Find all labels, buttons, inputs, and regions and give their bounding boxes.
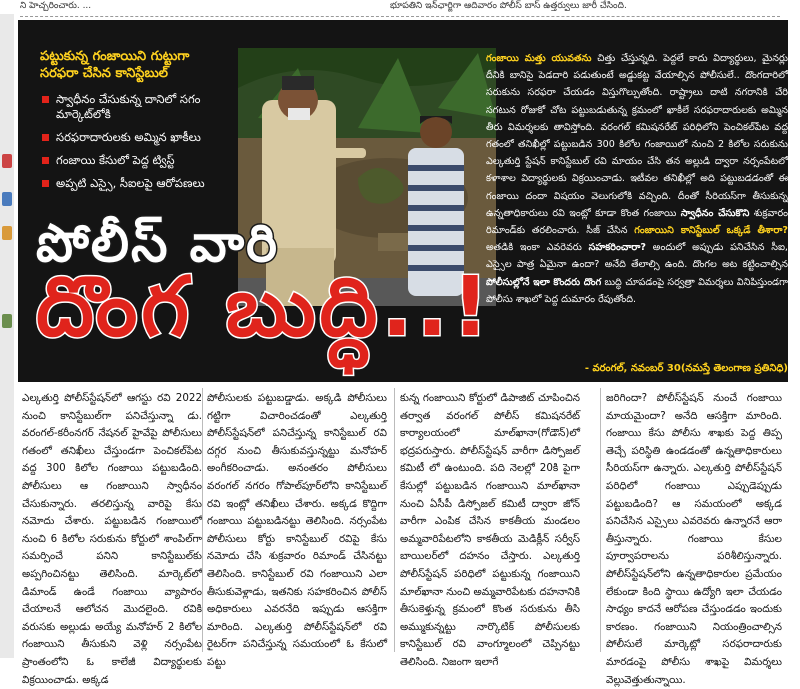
lead-highlight-1: గంజాయి మత్తు యువతను xyxy=(486,53,592,64)
article-column-1: ఎల్కతుర్తి పోలీస్‌స్టేషన్‌లో ఆగస్టు రవి 2022 నుంచి కానిస్టేబుల్‌గా పనిచేస్తున్నా డు. వరంగల్-కరీంనగర్ నేషనల్ హైవేపై పోలీసులు గతంలో తనిఖీలు చేస్తుండగా పెంచికల్‌పేట వద్ద 300 కిలోల గంజాయి పట్టుబడింది. పోలీసులు ఆ గంజాయిని స్వాధీనం చేసుకున్నారు. తరలిస్తున్న వారిపై కేసు నమోదు చేశారు. పట్టుబడిన గంజాయిలో నుంచి 6 కిలోల సరుకును కోర్టులో శాంపిల్‌గా సమర్పించే పనిని కానిస్టేబుల్‌కు అప్పగించినట్టు తెలిసింది. మార్కెట్‌లో డిమాండ్ ఉండే గంజాయి వ్యాపారం చేయాలనే ఆలోచన మొదలైంది. రవికి వరుసకు అల్లుడు అయ్యే మనోహర్ 2 కిలోల గంజాయిని తీసుకుని వెళ్లి నర్సంపేట ప్రాంతంలోని ఓ కాలేజీ విద్యార్థులకు విక్రయించాడు. అక్కడ xyxy=(22,392,202,686)
edge-photo-1 xyxy=(2,154,12,168)
lead-paragraph xyxy=(486,50,788,308)
top-divider xyxy=(20,16,780,17)
edge-photo-4 xyxy=(2,314,12,328)
lead-highlight-5: పోలీసుల్లోనే ఇలా కొందరు దొంగ xyxy=(486,276,602,288)
lead-text-3: అతడికి ఇంకా ఎవరెవరు xyxy=(486,242,582,254)
article-column-2: పోలీసులకు పట్టుబడ్డాడు. అక్కడి పోలీసులు గట్టిగా విచారించడంతో ఎల్కతుర్తి పోలీస్‌స్టేషన్‌లో పనిచేస్తున్న కానిస్టేబుల్ రవి దగ్గర నుంచి తీసుకువస్తున్నట్టు మనోహర్ అంగీకరించాడు. అనంతరం పోలీసులు వరంగల్ నగరం గోపాల్‌పూర్‌లోని కానిస్టేబుల్ రవి ఇంట్లో తనిఖీలు చేశారు. అక్కడ కొద్దిగా గంజాయి పట్టుబడినట్టు తెలిసింది. నర్సంపేట పోలీసులు కోర్టు కానిస్టేబుల్ రవిపై కేసు నమోదు చేసి శుక్రవారం రిమాండ్ చేసినట్టు తెలిసింది. కానిస్టేబుల్ రవి గంజాయిని ఎలా తీసుకువెళ్లాడు, ఇతనికు సహకరించిన పోలీస్ అధికారులు ఎవరనేది ఇప్పుడు ఆసక్తిగా మారింది. ఎల్కతుర్తి పోలీస్‌స్టేషన్‌లో రవి రైటర్‌గా పనిచేస్తున్న సమయంలో ఓ కేసులో పట్టు xyxy=(207,392,387,668)
lead-highlight-4: సహకరించారా? xyxy=(588,242,646,254)
top-strip xyxy=(0,0,800,14)
highlight-item: అప్పటి ఎస్సై, సీఐలపై ఆరోపణలు xyxy=(40,176,230,191)
highlight-item: సరఫరాదారులకు అమ్మిన ఖాకీలు xyxy=(40,130,230,145)
article-column-4: జరిగిందా? పోలీస్‌స్టేషన్ నుంచే గంజాయి మాయమైందా? అనేది ఆసక్తిగా మారింది. గంజాయి కేసు పోలీసు శాఖకు పెద్ద తిప్ప తెచ్చే పరిస్థితి ఉండడంతో ఉన్నతాధికారులు సీరియస్‌గా ఉన్నారు. ఎల్కతుర్తి పోలీస్‌స్టేషన్ పరిధిలో గంజాయి ఎప్పుడెప్పుడు పట్టుబడింది? ఆ సమయంలో అక్కడ పనిచేసిన ఎస్సైలు ఎవరెవరు ఉన్నారనే ఆరా తీస్తున్నారు. గంజాయి కేసుల పూర్వాపరాలను పరిశీలిస్తున్నారు. పోలీస్‌స్టేషన్‌లోని ఉన్నతాధికారుల ప్రమేయం లేకుండా కింది స్థాయి ఉద్యోగి ఇలా చేయడం సాధ్యం కాదనే ఆరోపణ చేస్తుండడం ఇందుకు కారణం. గంజాయిని నియంత్రించాల్సిన పోలీసులే మార్కెట్లో సరఫరాదారుకు మారడంపై పోలీసు శాఖపై విమర్శలు వెల్లువెత్తుతున్నాయి. xyxy=(606,392,782,686)
lead-text-2: శుక్రవారం రిమాండ్‌కు తరలించారు. సీజ్ చేసిన xyxy=(486,207,788,237)
article-column-3: కున్న గంజాయిని కోర్టులో డిపాజిట్ చూపించిన తర్వాత వరంగల్ పోలీస్ కమిషనరేట్ కార్యాలయంలో మాల్‌ఖానా(గోడౌన్)లో భద్రపరుస్తారు. పోలీస్‌స్టేషన్ వారీగా డిస్పోజల్ కమిటీ లో ఉంటుంది. పది నెలల్లో 20కి పైగా కేసుల్లో పట్టుబడిన గంజాయిని మాల్‌ఖానా నుంచి ఏసీపీ డిస్పోజల్ కమిటీ ద్వారా జోన్ వారీగా ఎంపిక చేసిన కాకతీయ మండలం అమ్మవారిపేటలోని కాకతీయ మెడిక్లీన్ సర్వీస్ బాయిలర్‌లో దహనం చేస్తారు. ఎల్కతుర్తి పోలీస్‌స్టేషన్ పరిధిలో పట్టుకున్న గంజాయిని మాల్‌ఖానా నుంచి అమ్మవారిపేటకు దహనానికి తీసుకెళ్తున్న క్రమంలో కొంత సరుకును తీసి అమ్ముకున్నట్టు నార్కొటిక్ పోలీసులకు కానిస్టేబుల్ రవి వాంగ్మూలంలో చెప్పినట్టు తెలిసింది. నిజంగా ఇలాగే xyxy=(400,392,580,668)
top-strip-left: ని హెచ్చరించారు. ... xyxy=(20,1,92,11)
highlights-box xyxy=(40,48,230,199)
column-divider xyxy=(600,388,601,652)
highlight-item: స్వాధీనం చేసుకున్న దానిలో సగం మార్కెట్‌లోకి xyxy=(40,92,230,122)
lead-text-5: బుద్ధి చూపడంపై సర్వత్రా విమర్శలు వినిపిస్తుండగా పోలీసు శాఖలో పెద్ద దుమారం రేపుతోంది. xyxy=(486,276,788,305)
highlights-title: పట్టుకున్న గంజాయిని గుట్టుగా సరఫరా చేసిన కానిస్టేబుల్ xyxy=(40,49,190,81)
column-divider xyxy=(394,388,395,652)
column-divider xyxy=(202,388,203,652)
edge-photo-2 xyxy=(2,192,12,206)
edge-photo-3 xyxy=(2,226,12,240)
lead-highlight-2: స్వాధీనం చేసుకొని xyxy=(680,207,750,219)
lead-highlight-3: గంజాయిని కానిస్టేబుల్ ఒక్కడే తీశారా? xyxy=(634,225,788,237)
headline-line-1: పోలీస్ వారి xyxy=(36,214,279,274)
byline: - వరంగల్, నవంబర్ 30(నమస్తే తెలంగాణ ప్రతినిధి) xyxy=(584,363,788,374)
left-edge-strip xyxy=(0,14,14,658)
lead-text-4: అందులో అప్పుడు పనిచేసిన సీఐ, ఎస్సైల పాత్ర ఏమైనా ఉందా? అనేది తేలాల్సి ఉంది. దొంగల అట కట్టించాల్సిన xyxy=(486,242,788,271)
highlights-list xyxy=(40,92,230,191)
top-strip-middle: భూపతిని ఇన్‌ఛార్జిగా ఆదివారం పోలీస్ బాస్ ఉత్తర్వులు జారీ చేసింది. xyxy=(390,1,627,11)
highlight-item: గంజాయి కేసులో పెద్ద ట్విస్ట్ xyxy=(40,153,230,168)
headline-line-2: దొంగ బుద్ధి..! xyxy=(36,260,494,355)
lead-text-1: చిత్తు చేస్తున్నది. పెద్దలే కాదు విద్యార్థులు, మైనర్లు దీనికి బానిసై పెడదారి పడుతుంటే అడ్డుకట్ట వేయాల్సిన పోలీసులే.. దొంగదారిలో సరుకును సరఫరా చేయడం విస్తుగొల్పుతోంది. రాష్ట్రాలు దాటి నగరానికి చేరి సగటున రోజుకో చోట పట్టుబడుతున్న క్రమంలో ఖాకీలే సరఫరాదారులకు అమ్మిన తీరు విమర్శలకు తావిస్తోంది. వరంగల్ కమిషనరేట్ పరిధిలోని పెంచికల్‌పేట వద్ద గతంలో తనిఖీల్లో పట్టుబడిన 300 కిలోల గంజాయిలో నుంచి 2 కిలోల సరుకును ఎల్కతుర్తి స్టేషన్ కానిస్టేబుల్ రవి మాయం చేసి తన అల్లుడి ద్వారా నర్సంపేటలో కళాశాల విద్యార్థులకు విక్రయించాడు. ఇటీవల తనిఖీల్లో అది పట్టుబడడంతో ఈ గంజాయి దందా విషయం వెలుగులోకి వచ్చింది. దీంతో సీరియస్‌గా తీసుకున్న ఉన్నతాధికారులు రవి ఇంట్లో కూడా కొంత గంజాయి xyxy=(486,53,788,219)
